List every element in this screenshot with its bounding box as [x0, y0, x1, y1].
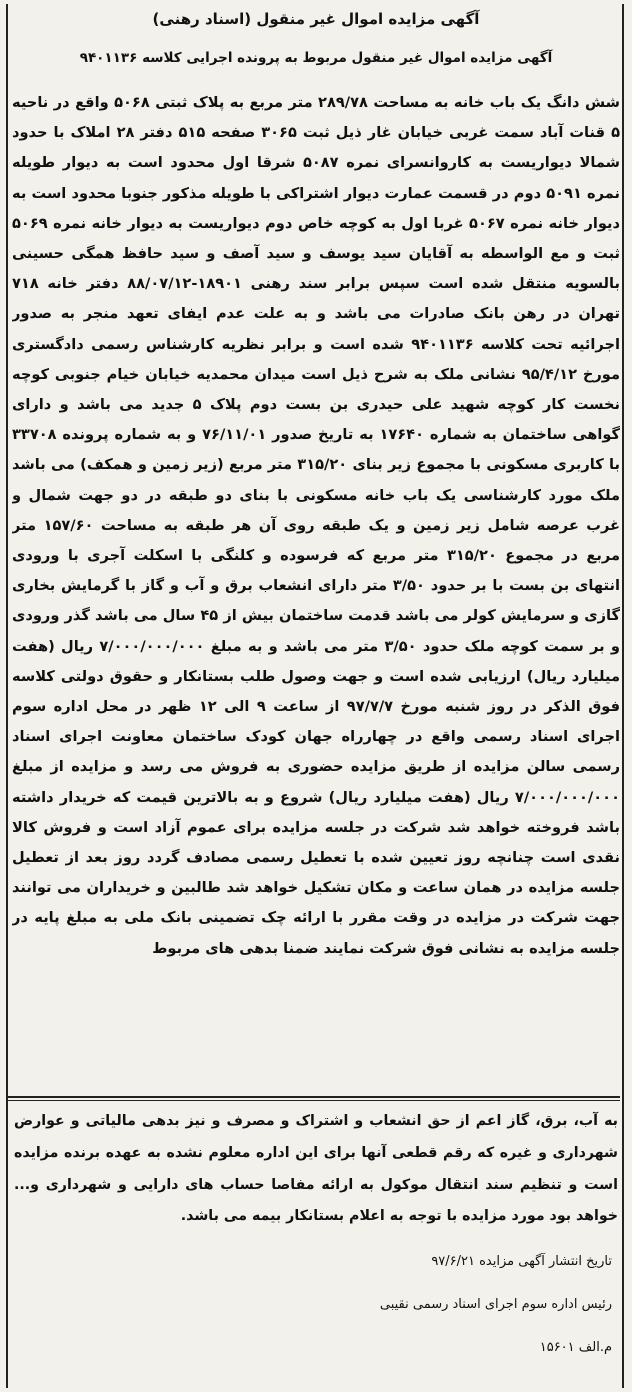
signature: رئیس اداره سوم اجرای اسناد رسمی نقیبی	[379, 1297, 612, 1312]
notice-body: شش دانگ یک باب خانه به مساحت ۲۸۹/۷۸ متر مربع به پلاک ثبتی ۵۰۶۸ واقع در ناحیه ۵ قنات آباد سمت غربی خیابان غار ذیل ثبت ۳۰۶۵ صفحه ۵۱۵ دفتر ۲۸ املاک با حدود شمالا دیواریست به کاروانسرای نمره ۵۰۸۷ شرقا اول محدود است به دیوار طویله نمره ۵۰۹۱ دوم در قسمت عمارت دیوار اشتراکی با طویله مذکور جنوبا محدود است به دیوار خانه نمره ۵۰۶۷ غربا اول به کوچه خاص دوم دیواریست به دیوار خانه نمره ۵۰۶۹ ثبت و مع الواسطه به آقایان سید یوسف و سید آصف و سید حافظ همگی حسینی بالسویه منتقل شده است سپس برابر سند رهنی ۱۸۹۰۱-۸۸/۰۷/۱۲ دفتر خانه ۷۱۸ تهران در رهن بانک صادرات می باشد و به علت عدم ایفای تعهد منجر به صدور اجرائیه تحت کلاسه ۹۴۰۱۱۳۶ شده است و برابر نظریه کارشناس رسمی دادگستری مورخ ۹۵/۴/۱۲ نشانی ملک به شرح ذیل است میدان محمدیه خیابان خیام جنوبی کوچه نخست کار کوچه شهید علی حیدری بن بست دوم پلاک ۵ جدید می باشد و دارای گواهی ساختمان به شماره ۱۷۶۴۰ به تاریخ صدور ۷۶/۱۱/۰۱ و به شماره پرونده ۳۳۷۰۸ با کاربری مسکونی با مجموع زیر بنای ۳۱۵/۲۰ متر مربع (زیر زمین و همکف) می باشد ملک مورد کارشناسی یک باب خانه مسکونی با بنای دو طبقه در دو جهت شمال و غرب عرصه شامل زیر زمین و یک طبقه روی آن هر طبقه به مساحت ۱۵۷/۶۰ متر مربع در مجموع ۳۱۵/۲۰ متر مربع که فرسوده و کلنگی با اسکلت آجری با ورودی انتهای بن بست با بر حدود ۳/۵۰ متر دارای انشعاب برق و آب و گاز با گرمایش بخاری گازی و سرمایش کولر می باشد قدمت ساختمان بیش از ۴۵ سال می باشد گذر ورودی و بر سمت کوچه ملک حدود ۳/۵۰ متر می باشد و به مبلغ ۷/۰۰۰/۰۰۰/۰۰۰ ریال (هفت میلیارد ریال) ارزیابی شده است و جهت وصول طلب بستانکار و حقوق دولتی کلاسه فوق الذکر در روز شنبه مورخ ۹۷/۷/۷ از ساعت ۹ الی ۱۲ ظهر در محل اداره سوم اجرای اسناد رسمی واقع در چهارراه جهان کودک ساختمان معاونت اجرای اسناد رسمی سالن مزایده از طریق مزایده حضوری به فروش می رسد و مزایده از مبلغ ۷/۰۰۰/۰۰۰/۰۰۰ ریال (هفت میلیارد ریال) شروع و به بالاترین قیمت که خریدار داشته باشد فروخته خواهد شد شرکت در جلسه مزایده برای عموم آزاد است و فروش کالا نقدی است چنانچه روز تعیین شده با تعطیل رسمی مصادف گردد روز بعد از تعطیل جلسه مزایده در همان ساعت و مکان تشکیل خواهد شد طالبین و خریداران می توانند جهت شرکت در مزایده در وقت مقرر با ارائه چک تضمینی بانک ملی به مبلغ پایه در جلسه مزایده به نشانی فوق شرکت نمایند ضمنا بدهی های مربوط	[12, 94, 620, 957]
notice-title: آگهی مزایده اموال غیر منقول (اسناد رهنی)	[152, 10, 480, 28]
reference-code: م.الف ۱۵۶۰۱	[539, 1340, 612, 1355]
notice-subtitle: آگهی مزایده اموال غیر منقول مربوط به پرونده اجرایی کلاسه ۹۴۰۱۱۳۶	[79, 50, 553, 66]
section-divider	[6, 1096, 620, 1098]
notice-body-continued: به آب، برق، گاز اعم از حق انشعاب و اشتراک و مصرف و نیز بدهی مالیاتی و عوارض شهرداری و غیره که رقم قطعی آنها برای این اداره معلوم نشده به عهده برنده مزایده است و تنظیم سند انتقال موکول به ارائه مفاصا حساب های دارایی و شهرداری و... خواهد بود مورد مزایده با توجه به اعلام بستانکار بیمه می باشد.	[14, 1113, 618, 1225]
section-divider-inner	[6, 1100, 620, 1101]
publish-date: تاریخ انتشار آگهی مزایده ۹۷/۶/۲۱	[431, 1254, 612, 1269]
